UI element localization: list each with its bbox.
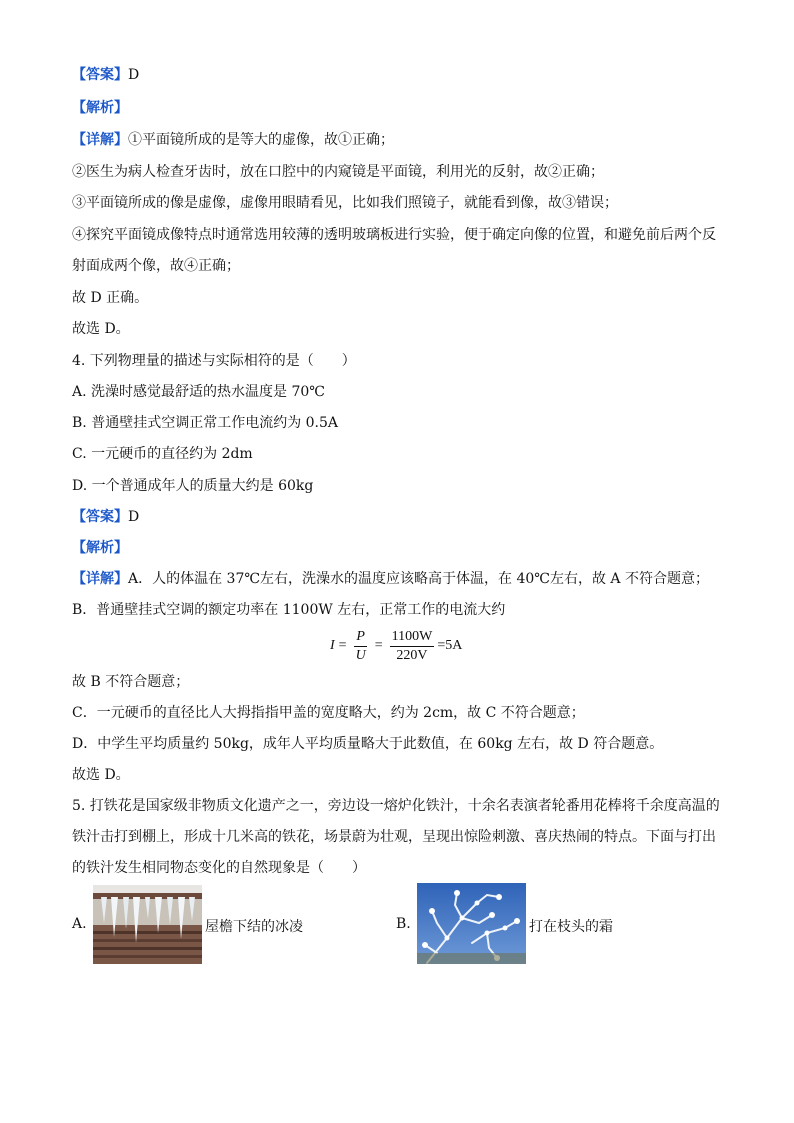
frost-photo [417, 883, 526, 964]
detail-line [72, 131, 734, 149]
fraction-values [390, 629, 435, 664]
paragraph-line: B．普通壁挂式空调的额定功率在 1100W 左右，正常工作的电流大约 [72, 602, 506, 618]
analysis-heading [72, 539, 734, 557]
paragraph-line: ④探究平面镜成像特点时通常选用较薄的透明玻璃板进行实验，便于确定向像的位置，和避免前后两个反 [72, 227, 716, 243]
icicles-photo [93, 885, 202, 964]
question-4-option-b: B. 普通壁挂式空调正常工作电流约为 0.5A [72, 415, 339, 431]
question-5-stem-line: 的铁汁发生相同物态变化的自然现象是（ ） [72, 860, 366, 876]
detail-line [72, 570, 734, 588]
detail-text: A．人的体温在 37℃左右，洗澡水的温度应该略高于体温，在 40℃左右，故 A 不符合题意； [128, 571, 709, 587]
fraction-p-over-u [354, 629, 368, 664]
answer-line [72, 508, 734, 526]
answer-tag: 【答案】 [72, 509, 128, 525]
question-4-option-d: D. 一个普通成年人的质量大约是 60kg [72, 478, 314, 494]
paragraph-line: C．一元硬币的直径比人大拇指指甲盖的宽度略大，约为 2cm，故 C 不符合题意； [72, 705, 585, 721]
current-formula [330, 624, 462, 668]
option-a-label: A. [72, 916, 87, 932]
detail-tag: 【详解】 [72, 132, 128, 148]
paragraph-line: 故选 D。 [72, 321, 130, 337]
formula-equals: = [338, 638, 347, 653]
analysis-tag: 【解析】 [72, 540, 128, 556]
analysis-heading [72, 99, 734, 117]
paragraph-line: 故选 D。 [72, 767, 130, 783]
fraction-numerator: 1100W [390, 629, 435, 647]
analysis-tag: 【解析】 [72, 100, 128, 116]
formula-lhs: I [330, 638, 335, 653]
formula-result: =5A [437, 638, 463, 653]
detail-text: ①平面镜所成的是等大的虚像，故①正确； [128, 132, 394, 148]
fraction-denominator: 220V [396, 647, 428, 663]
answer-value: D [128, 67, 140, 83]
question-4-option-c: C. 一元硬币的直径约为 2dm [72, 446, 253, 462]
option-b-label: B. [396, 916, 411, 932]
question-5-stem-line: 5. 打铁花是国家级非物质文化遗产之一，旁边设一熔炉化铁汁，十余名表演者轮番用花棒将千余度高温的 [72, 798, 720, 814]
fraction-numerator: P [354, 629, 367, 647]
question-5-stem-line: 铁汁击打到棚上，形成十几米高的铁花，场景蔚为壮观，呈现出惊险刺激、喜庆热闹的特点。下面与打出 [72, 829, 716, 845]
paragraph-line: 故 D 正确。 [72, 290, 149, 306]
option-b-text: 打在枝头的霜 [529, 919, 613, 935]
fraction-denominator: U [355, 647, 366, 663]
question-4-stem: 4. 下列物理量的描述与实际相符的是（ ） [72, 353, 356, 369]
paragraph-line: ②医生为病人检查牙齿时，放在口腔中的内窥镜是平面镜，利用光的反射，故②正确； [72, 164, 604, 180]
icicles-image [93, 885, 202, 964]
answer-value: D [128, 509, 140, 525]
frost-image [417, 883, 526, 964]
option-a-text: 屋檐下结的冰凌 [205, 919, 303, 935]
paragraph-line: ③平面镜所成的像是虚像，虚像用眼睛看见，比如我们照镜子，就能看到像，故③错误； [72, 195, 618, 211]
answer-line [72, 66, 734, 84]
paragraph-line: D．中学生平均质量约 50kg，成年人平均质量略大于此数值，在 60kg 左右，故 D 符合题意。 [72, 736, 664, 752]
detail-tag: 【详解】 [72, 571, 128, 587]
answer-tag: 【答案】 [72, 67, 128, 83]
formula-equals: = [374, 638, 383, 653]
paragraph-line: 射面成两个像，故④正确； [72, 258, 240, 274]
paragraph-line: 故 B 不符合题意； [72, 674, 190, 690]
question-4-option-a: A. 洗澡时感觉最舒适的热水温度是 70℃ [72, 384, 325, 400]
